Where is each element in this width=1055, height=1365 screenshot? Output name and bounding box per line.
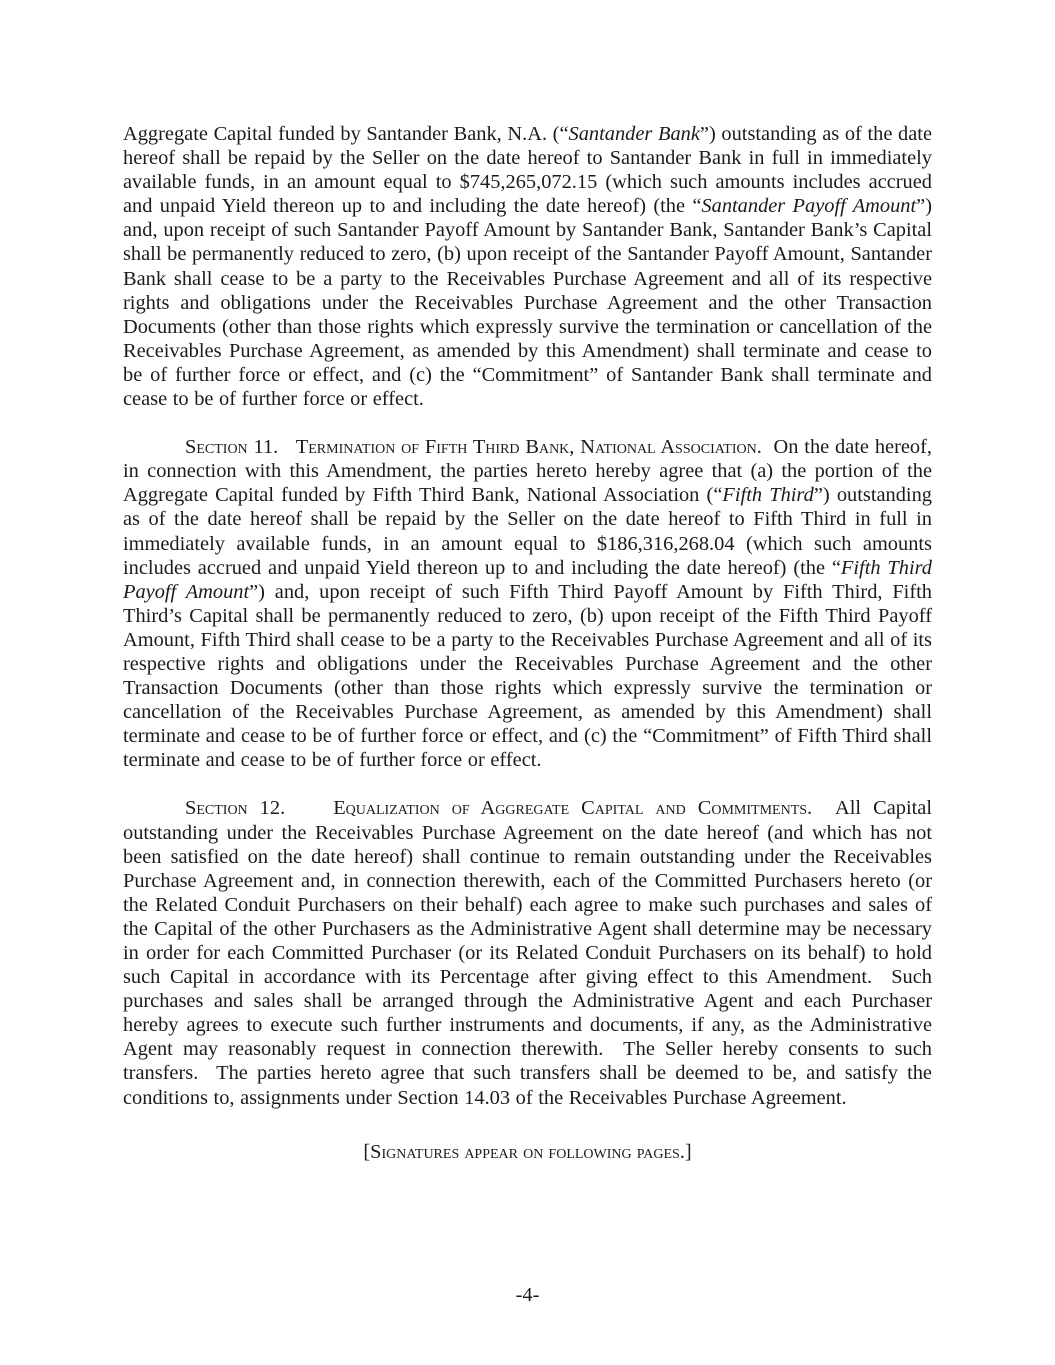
text-run: Section 11.: [185, 436, 279, 459]
paragraph-santander-continuation: [123, 122, 932, 411]
page-number: -4-: [515, 1284, 540, 1306]
text-run: On the date hereof, in connection with this Amendment, the parties hereto hereby agree that (a) the portion of the Aggregate Capital funded by Fifth Third Bank, National Association (“: [123, 436, 932, 507]
text-run: Termination of Fifth Third Bank, National Association.: [295, 436, 762, 459]
text-run: ”) outstanding as of the date hereof shall be repaid by the Seller on the date hereof to Fifth Third in full in immediately available funds, in an amount equal to $186,316,268.04 (which such amounts includes accrued and unpaid Yield thereon up to and including the date hereof) (the “: [123, 484, 932, 579]
text-run: Equalization of Aggregate Capital and Commitments.: [333, 797, 813, 820]
text-run: ”) and, upon receipt of such Santander Payoff Amount by Santander Bank, Santander Bank’s Capital shall be permanently reduced to zero, (b) upon receipt of the Santander Payoff Amount, Santander Bank shall cease to be a party to the Receivables Purchase Agreement and all of its respective rights and obligations under the Receivables Purchase Agreement and the other Transaction Documents (other than those rights which expressly survive the termination or cancellation of the Receivables Purchase Agreement, as amended by this Amendment) shall terminate and cease to be of further force or effect, and (c) the “Commitment” of Santander Bank shall terminate and cease to be of further force or effect.: [123, 195, 932, 411]
text-run: Fifth Third: [722, 484, 814, 507]
text-run: Fifth Third Payoff Amount: [123, 556, 932, 603]
document-body: [123, 122, 932, 1164]
text-run: [278, 436, 296, 458]
text-run: ”) outstanding as of the date hereof shall be repaid by the Seller on the date hereof to Santander Bank in full in immediately available funds, in an amount equal to $745,265,072.15 (which such amounts includes accrued and unpaid Yield thereon up to and including the date hereof) (the “: [123, 123, 932, 218]
text-run: Santander Payoff Amount: [701, 195, 917, 218]
text-run: ”) and, upon receipt of such Fifth Third Payoff Amount by Fifth Third, Fifth Third’s Capital shall be permanently reduced to zero, (b) upon receipt of the Fifth Third Payoff Amount, Fifth Third shall cease to be a party to the Receivables Purchase Agreement and all of its respective rights and obligations under the Receivables Purchase Agreement and the other Transaction Documents (other than those rights which expressly survive the termination or cancellation of the Receivables Purchase Agreement, as amended by this Amendment) shall terminate and cease to be of further force or effect, and (c) the “Commitment” of Fifth Third shall terminate and cease to be of further force or effect.: [123, 580, 932, 772]
text-run: ]: [684, 1140, 692, 1163]
text-run: Aggregate Capital funded by Santander Bank, N.A. (“: [123, 123, 569, 145]
text-run: [285, 797, 333, 819]
text-run: All Capital outstanding under the Receivables Purchase Agreement on the date hereof (and which has not been satisfied on the date hereof) shall continue to remain outstanding under the Receivables Purchase Agreement and, in connection therewith, each of the Committed Purchasers hereto (or the Related Conduit Purchasers on their behalf) each agree to make such purchases and sales of the Capital of the other Purchasers as the Administrative Agent shall determine may be necessary in order for each Committed Purchaser (or its Related Conduit Purchasers on its behalf) to hold such Capital in accordance with its Percentage after giving effect to this Amendment. Such purchases and sales shall be arranged through the Administrative Agent and each Purchaser hereby agrees to execute such further instruments and documents, if any, as the Administrative Agent may reasonably request in connection therewith. The Seller hereby consents to such transfers. The parties hereto agree that such transfers shall be deemed to be, and satisfy the conditions to, assignments under Section 14.03 of the Receivables Purchase Agreement.: [123, 797, 932, 1109]
paragraph-section-11: [123, 435, 932, 772]
text-run: Signatures appear on following pages.: [370, 1140, 685, 1163]
paragraph-section-12: [123, 796, 932, 1109]
text-run: [: [363, 1140, 371, 1163]
signatures-note: [123, 1140, 932, 1164]
text-run: Santander Bank: [568, 123, 700, 145]
text-run: Section 12.: [185, 797, 286, 820]
